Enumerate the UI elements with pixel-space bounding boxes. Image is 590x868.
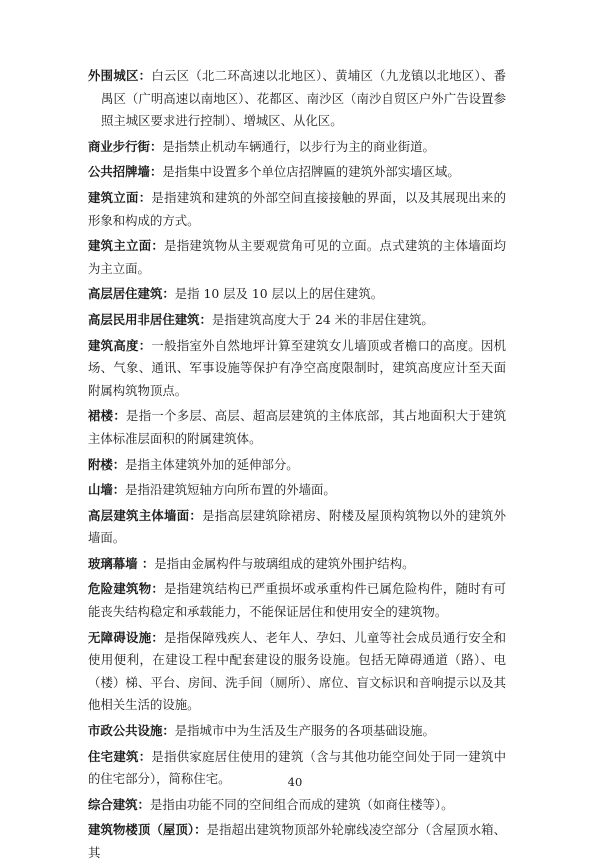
- term: 附楼：: [88, 456, 126, 472]
- term: 公共招牌墙：: [88, 164, 163, 180]
- definition-entry: [88, 235, 506, 280]
- term: 综合建筑：: [88, 796, 150, 812]
- definition: 是指供家庭居住使用的建筑（含与其他功能空间处于同一建筑中的住宅部分），简称住宅。: [88, 748, 507, 787]
- definition-entry: [88, 578, 506, 623]
- definition-entry: [88, 505, 506, 550]
- definition-entry: [88, 335, 506, 403]
- term: 住宅建筑：: [88, 748, 152, 764]
- definition: 是指 10 层及 10 层以上的居住建筑。: [174, 286, 384, 302]
- definition: 是指由金属构件与玻璃组成的建筑外围护结构。: [154, 555, 415, 571]
- definition: 是指超出建筑物顶部外轮廓线凌空部分（含屋顶水箱、其: [88, 822, 506, 860]
- definition-entry: [88, 479, 506, 502]
- definition: 白云区（北二环高速以北地区）、黄埔区（九龙镇以北地区）、番禺区（广明高速以南地区）、花都区、南沙区（南沙自贸区户外广告设置参照主城区要求进行控制）、增城区、从化区。: [101, 68, 507, 129]
- definition: 是指主体建筑外加的延伸部分。: [125, 456, 299, 472]
- definition: 是指禁止机动车辆通行，以步行为主的商业街道。: [162, 138, 435, 154]
- definition: 是指由功能不同的空间组合而成的建筑（如商住楼等）。: [149, 796, 454, 812]
- term: 商业步行街：: [88, 138, 163, 154]
- definition: 是指保障残疾人、老年人、孕妇、儿童等社会成员通行安全和使用便利，在建设工程中配套建设的服务设施。包括无障碍通道（路）、电（楼）梯、平台、房间、洗手间（厕所）、席位、盲文标识和音响提示以及其他相关生活的设施。: [88, 629, 507, 713]
- term: 玻璃幕墙 ：: [88, 555, 155, 571]
- term: 建筑立面：: [88, 189, 152, 205]
- definition-entry: [88, 283, 506, 306]
- term: 裙楼：: [88, 408, 127, 424]
- term: 山墙：: [88, 482, 126, 498]
- definition-entry: [88, 454, 506, 477]
- definition-entry: [88, 627, 506, 717]
- definition-entry: [88, 65, 506, 133]
- definition: 是指建筑物从主要观赏角可见的立面。点式建筑的主体墙面均为主立面。: [88, 238, 507, 276]
- definition: 一般指室外自然地坪计算至建筑女儿墙顶或者檐口的高度。因机场、气象、通讯、军事设施等保护有净空高度限制时，建筑高度应计至天面附属构筑物顶点。: [88, 337, 507, 398]
- definition: 是指建筑结构已严重损坏或承重构件已属危险构件，随时有可能丧失结构稳定和承载能力，不能保证居住和使用安全的建筑物。: [88, 581, 507, 620]
- definition-entry: [88, 405, 506, 450]
- definition: 是指高层建筑除裙房、附楼及屋顶构筑物以外的建筑外墙面。: [88, 507, 507, 546]
- term: 建筑物楼顶（屋顶）：: [88, 822, 207, 838]
- definition: 是指城市中为生活及生产服务的各项基础设施。: [174, 723, 435, 739]
- definition-entry: [88, 819, 506, 864]
- term: 无障碍设施：: [88, 629, 165, 645]
- term: 建筑主立面：: [88, 238, 165, 254]
- definition-entry: [88, 161, 506, 184]
- term: 建筑高度：: [88, 337, 152, 353]
- definition: 是指建筑高度大于 24 米的非居住建筑。: [211, 311, 434, 327]
- definition: 是指沿建筑短轴方向所布置的外墙面。: [125, 482, 336, 498]
- definition-entry: [88, 720, 506, 743]
- definition: 是指建筑和建筑的外部空间直接接触的界面，以及其展现出来的形象和构成的方式。: [88, 189, 507, 228]
- term: 危险建筑物：: [88, 581, 165, 597]
- definition-entry: [88, 553, 506, 576]
- term: 高层建筑主体墙面：: [88, 507, 203, 523]
- document-body: [88, 65, 506, 868]
- term: 高层居住建筑：: [88, 286, 175, 302]
- definition-entry: [88, 187, 506, 232]
- term: 外围城区：: [88, 68, 152, 83]
- definition-entry: [88, 794, 506, 817]
- term: 高层民用非居住建筑：: [88, 311, 212, 327]
- page-number: 40: [287, 775, 303, 789]
- definition-entry: [88, 309, 506, 332]
- definition-entry: [88, 136, 506, 159]
- term: 市政公共设施：: [88, 723, 175, 739]
- definition: 是指一个多层、高层、超高层建筑的主体底部，其占地面积大于建筑主体标准层面积的附属建筑体。: [88, 408, 507, 446]
- definition: 是指集中设置多个单位店招牌匾的建筑外部实墙区域。: [162, 164, 460, 180]
